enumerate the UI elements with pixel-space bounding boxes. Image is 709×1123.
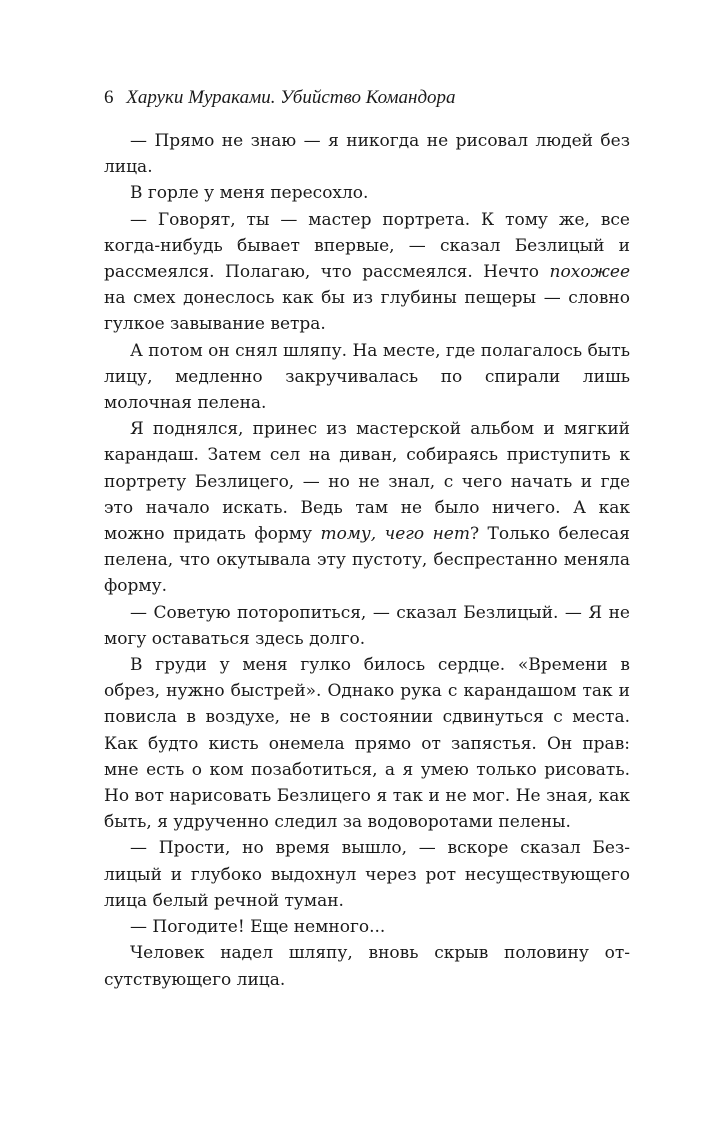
text-run: на смех донеслось как бы из глубины пещеры — словно гулкое завывание ветра. (104, 288, 630, 335)
paragraph (104, 914, 630, 940)
page-number: 6 (104, 87, 114, 108)
italic-text-run: тому, чего нет (320, 524, 470, 545)
text-run: — Говорят, ты — мастер портрета. К тому же, все когда-нибудь бывает впервые, — сказал Безлицый и рассмеялся. Полагаю, что рассмеялся. Нечто (104, 209, 630, 283)
paragraph (104, 128, 630, 180)
text-run: А потом он снял шляпу. На месте, где полагалось быть лицу, медленно закручивалась по спирали лишь молочная пелена. (104, 340, 630, 414)
text-run: — Советую поторопиться, — сказал Безлицый. — Я не могу оставаться здесь долго. (104, 602, 630, 649)
text-run: Человек надел шляпу, вновь скрыв половину отсутствующего лица. (104, 943, 630, 990)
running-head (104, 84, 630, 112)
paragraph (104, 835, 630, 914)
book-page (104, 84, 630, 993)
text-run: — Прямо не знаю — я никогда не рисовал людей без лица. (104, 131, 630, 178)
paragraph (104, 207, 630, 338)
text-run: — Погодите! Еще немного... (130, 917, 386, 938)
text-run: — Прости, но время вышло, — вскоре сказал Безлицый и глубоко выдохнул через рот несуществующего лица белый речной туман. (104, 838, 630, 911)
paragraph (104, 338, 630, 417)
paragraph (104, 940, 630, 992)
body-text (104, 128, 630, 993)
paragraph (104, 416, 630, 599)
paragraph (104, 180, 630, 206)
text-run: В горле у меня пересохло. (130, 183, 369, 204)
text-run: В груди у меня гулко билось сердце. «Времени в обрез, нужно быстрей». Однако рука с карандашом так и повисла в воздухе, не в состоянии сдвинуться с места. Как будто кисть онемела прямо от запястья. Он прав: мне есть о ком позаботиться, а я умею только рисовать. Но вот нарисовать Безлицего я так и не мог. Не зная, как быть, я удрученно следил за водоворотами пелены. (104, 655, 630, 833)
text-run: ? Только белесая пелена, что окутывала эту пустоту, беспрестанно меняла форму. (104, 524, 630, 597)
paragraph (104, 600, 630, 652)
text-run: Я поднялся, принес из мастерской альбом и мягкий карандаш. Затем сел на диван, собираясь приступить к портрету Безлицего, — но не знал, с чего начать и где это начало искать. Ведь там не было ничего. А как можно придать форму (104, 419, 630, 545)
paragraph (104, 652, 630, 835)
running-title: Харуки Мураками. Убийство Командора (126, 87, 456, 108)
italic-text-run: похожее (549, 262, 630, 283)
